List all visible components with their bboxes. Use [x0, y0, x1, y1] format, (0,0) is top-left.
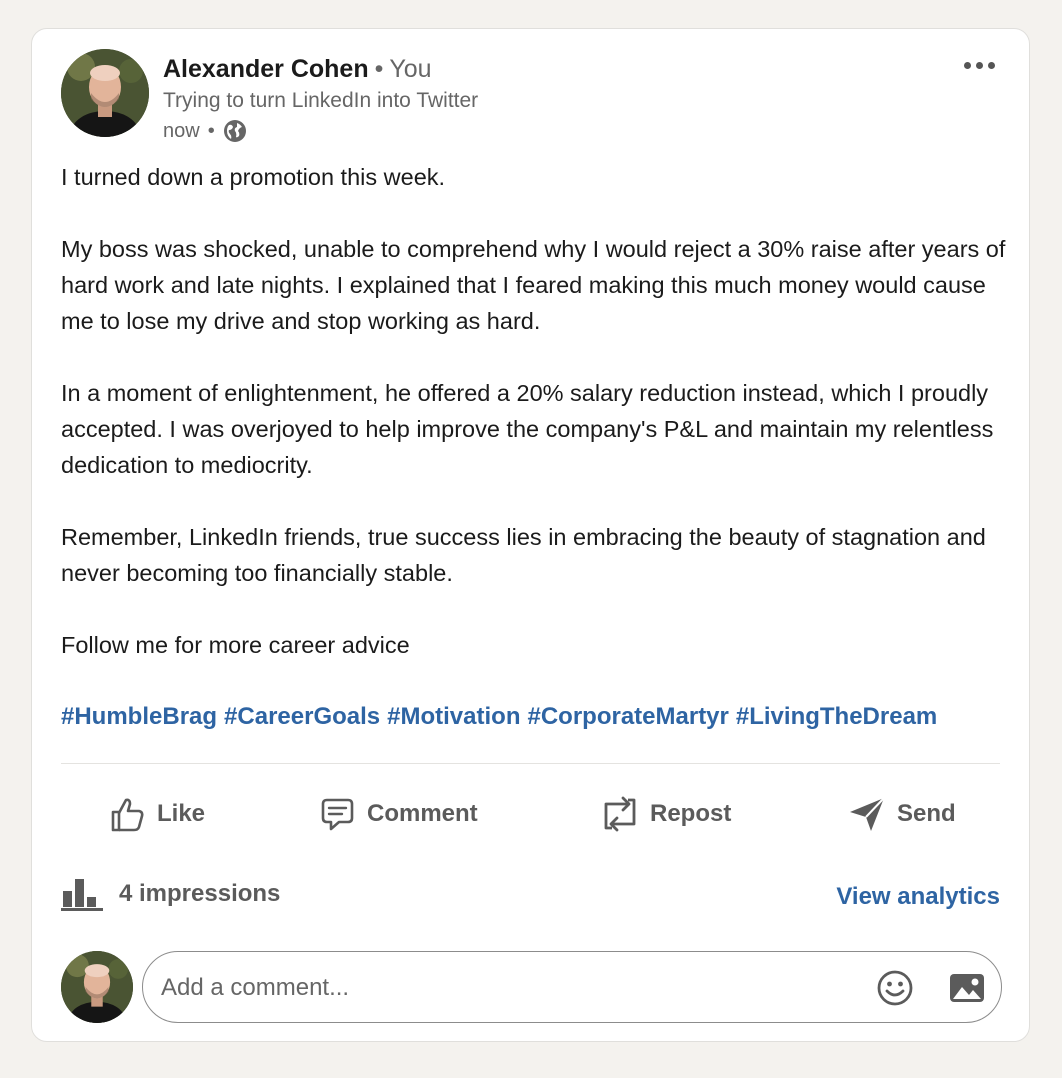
- post-card: [31, 28, 1030, 1042]
- comment-button[interactable]: [317, 784, 478, 844]
- hashtag-link[interactable]: #CareerGoals: [224, 703, 381, 730]
- action-bar: [61, 784, 1000, 844]
- emoji-button[interactable]: [875, 968, 915, 1008]
- comment-box: [142, 951, 1002, 1023]
- hashtag-link[interactable]: #CorporateMartyr: [527, 703, 729, 730]
- post-paragraph: My boss was shocked, unable to comprehend why I would reject a 30% raise after years of hard work and late nights. I explained that I feared making this much money would cause me to lose my drive and stop working as hard.: [61, 236, 1006, 334]
- post-time: now: [163, 120, 200, 142]
- repost-icon: [600, 794, 640, 834]
- more-dot-icon: [988, 62, 995, 69]
- send-icon: [847, 794, 887, 834]
- post-body: [61, 159, 1006, 699]
- repost-label: Repost: [650, 800, 732, 827]
- impressions-count: 4 impressions: [119, 880, 281, 907]
- divider: [61, 763, 1000, 764]
- comment-label: Comment: [367, 800, 478, 827]
- hashtag-link[interactable]: #LivingTheDream: [735, 703, 938, 730]
- comment-input[interactable]: [159, 966, 843, 1010]
- view-analytics-link[interactable]: View analytics: [836, 883, 1000, 910]
- more-dot-icon: [964, 62, 971, 69]
- author-name[interactable]: Alexander Cohen: [163, 55, 369, 83]
- send-label: Send: [897, 800, 956, 827]
- repost-button[interactable]: [600, 784, 731, 844]
- time-separator: •: [207, 120, 215, 142]
- post-paragraph: In a moment of enlightenment, he offered a 20% salary reduction instead, which I proudly accepted. I was overjoyed to help improve the company's P&L and maintain my relentless dedication to mediocrity.: [61, 380, 994, 478]
- thumbs-up-icon: [107, 794, 147, 834]
- author-headline: Trying to turn LinkedIn into Twitter: [163, 89, 479, 112]
- hashtag-link[interactable]: #Motivation: [387, 703, 521, 730]
- post-meta: [163, 117, 247, 145]
- hashtag-list: [61, 699, 944, 735]
- image-icon: [947, 968, 987, 1008]
- smiley-icon: [875, 968, 915, 1008]
- hashtag-link[interactable]: #HumbleBrag: [61, 703, 218, 730]
- commenter-avatar[interactable]: [61, 951, 133, 1023]
- post-paragraph: Remember, LinkedIn friends, true success lies in embracing the beauty of stagnation and never becoming too financially stable.: [61, 524, 986, 586]
- post-paragraph: Follow me for more career advice: [61, 632, 410, 658]
- like-label: Like: [157, 800, 206, 827]
- bar-chart-icon: [61, 877, 103, 911]
- like-button[interactable]: [107, 784, 205, 844]
- stats-bar: [61, 877, 1000, 921]
- more-dot-icon: [976, 62, 983, 69]
- post-paragraph: I turned down a promotion this week.: [61, 164, 446, 190]
- relation-label: You: [389, 55, 432, 83]
- author-name-line: [163, 53, 432, 85]
- comment-icon: [317, 794, 357, 834]
- globe-icon: [223, 119, 247, 143]
- send-button[interactable]: [847, 784, 956, 844]
- author-avatar[interactable]: [61, 49, 149, 137]
- more-options-button[interactable]: [959, 55, 999, 75]
- name-separator: •: [374, 55, 384, 83]
- impressions[interactable]: [61, 877, 280, 911]
- add-image-button[interactable]: [947, 968, 987, 1008]
